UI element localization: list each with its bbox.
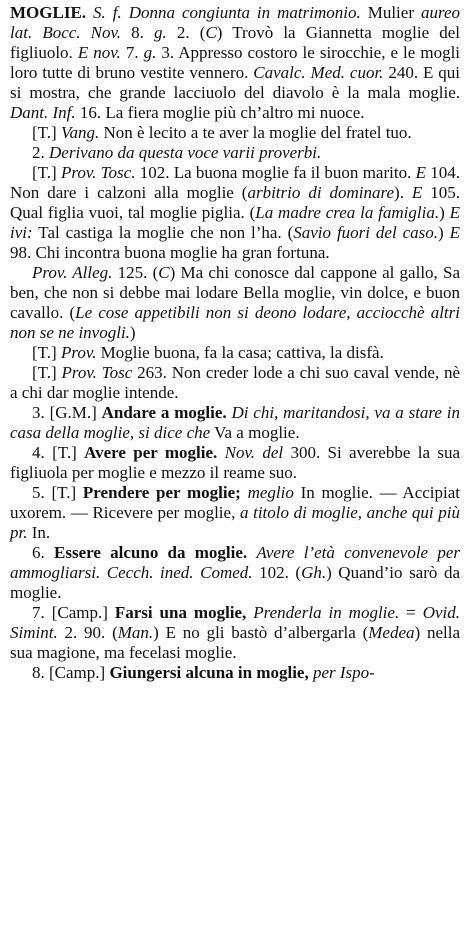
text-run: 6. <box>32 543 54 562</box>
text-run: ) E no gli bastò d’albergarla ( <box>153 623 369 642</box>
text-run: 2. ( <box>166 23 206 42</box>
text-run: per Ispo- <box>312 663 375 682</box>
text-run: [T.] <box>32 163 61 182</box>
entry-gospel-citation <box>10 123 460 143</box>
text-run: Avere l’età convenevole per ammogliarsi. Cecch. ined. Comed. <box>10 543 461 582</box>
text-run: ) <box>438 223 450 242</box>
text-run: Non è lecito a te aver la moglie del fratel tuo. <box>99 123 412 142</box>
text-run: Prov. <box>60 343 97 362</box>
text-run: Di chi, maritandosi, va a stare in casa della moglie, si dice che <box>10 403 461 442</box>
text-run: Andare a moglie. <box>101 403 227 422</box>
text-run: 2. <box>32 143 49 162</box>
text-run: Gh. <box>301 563 327 582</box>
proverbs-tuscan <box>10 163 460 263</box>
text-run: 102. La buona moglie fa il buon marito. <box>135 163 416 182</box>
text-run: g. <box>143 43 157 62</box>
text-run: Tal castiga la moglie che non l’ha. ( <box>32 223 294 242</box>
sense-5-prendere-per-moglie <box>10 483 460 543</box>
text-run: Man. <box>117 623 154 642</box>
text-run <box>86 3 93 22</box>
text-run: E <box>411 183 423 202</box>
text-run: 102. ( <box>252 563 302 582</box>
text-run: ) nella sua magione, ma fecelasi moglie. <box>10 623 460 662</box>
entry-definition <box>10 3 460 123</box>
text-run: Essere alcuno da moglie. <box>54 543 248 562</box>
text-run: Mulier <box>360 3 421 22</box>
text-run: Prov. Alleg. <box>32 263 113 282</box>
text-run: [T.] <box>32 343 61 362</box>
text-run: Moglie buona, fa la casa; cattiva, la disfà. <box>96 343 384 362</box>
text-run: 4. [T.] <box>32 443 85 462</box>
text-run: In. <box>27 523 51 542</box>
text-run: 5. [T.] <box>32 483 83 502</box>
text-run: [T.] <box>32 363 62 382</box>
text-run: Prov. Tosc. <box>60 163 136 182</box>
text-run: S. f. Donna congiunta in matrimonio. <box>93 3 361 22</box>
text-run: ) Ma chi conosce dal cappone al gallo, Sa ben, che non si debbe mai lodare Bella moglie, vin dolce, e buon cavallo. ( <box>10 263 460 322</box>
text-run: 16. La fiera moglie più ch’altro mi nuoce. <box>75 103 365 122</box>
text-run: a titolo di moglie, anche qui più pr. <box>10 503 460 542</box>
text-run: 125. ( <box>112 263 159 282</box>
text-run: ) <box>129 323 136 342</box>
text-run: 2. 90. ( <box>57 623 118 642</box>
text-run: E nov. <box>77 43 121 62</box>
sense-8-giungersi-in-moglie <box>10 663 460 683</box>
text-run: ). <box>394 183 412 202</box>
text-run: Vang. <box>60 123 100 142</box>
text-run: 7. <box>120 43 144 62</box>
text-run: 7. [Camp.] <box>32 603 115 622</box>
text-run: C <box>158 263 170 282</box>
sense-4-avere-per-moglie <box>10 443 460 483</box>
text-run: Ovid. Simint. <box>10 603 460 642</box>
text-run: Farsi una moglie, <box>114 603 247 622</box>
text-run: 98. Chi incontra buona moglie ha gran fortuna. <box>10 243 330 262</box>
text-run: Medea <box>368 623 415 642</box>
sense-2-heading <box>10 143 460 163</box>
text-run: 105. Qual figlia vuoi, tal moglie piglia. ( <box>10 183 460 222</box>
text-run: Dant. Inf. <box>10 103 76 122</box>
text-run: 263. Non creder lode a chi suo caval vende, nè a chi dar moglie intende. <box>10 363 460 402</box>
text-run: Le cose appetibili non si deono lodare, acciocchè altri non se ne invogli. <box>10 303 460 342</box>
text-run: Giungersi alcuna in moglie, <box>109 663 309 682</box>
text-run: Va a moglie. <box>210 423 300 442</box>
text-run: arbitrio di dominare <box>247 183 395 202</box>
text-run: Cavalc. Med. cuor. <box>253 63 384 82</box>
text-run: 8. [Camp.] <box>32 663 110 682</box>
sense-6-essere-da-moglie <box>10 543 460 603</box>
text-run: 3. Appresso costoro le sirocchie, e le mogli loro tutte di bruno vestite vennero. <box>10 43 461 82</box>
sense-3-andare-a-moglie <box>10 403 460 443</box>
proverbs-allegati <box>10 263 460 343</box>
text-run: E <box>449 223 460 242</box>
text-run: [T.] <box>32 123 61 142</box>
text-run: ) <box>439 203 450 222</box>
text-run: 300. Si averebbe la sua figliuola per moglie e mezzo il reame suo. <box>10 443 460 482</box>
text-run: Prenderla in moglie. <box>253 603 400 622</box>
text-run: Prov. Tosc <box>61 363 133 382</box>
text-run: E <box>415 163 426 182</box>
text-run: Avere per moglie. <box>84 443 218 462</box>
proverb-caval-vende <box>10 363 460 403</box>
text-run: 104. Non dare i calzoni alla moglie ( <box>10 163 461 202</box>
text-run <box>241 483 248 502</box>
text-run: Nov. del <box>224 443 284 462</box>
text-run: C <box>205 23 217 42</box>
text-run: aureo lat. Bocc. Nov. <box>10 3 460 42</box>
text-run: Derivano da questa voce varii proverbi. <box>49 143 322 162</box>
text-run: meglio <box>247 483 294 502</box>
text-run: ) Quand’io sarò da moglie. <box>10 563 460 602</box>
text-run <box>217 443 224 462</box>
text-run: In moglie. — Accipiat uxorem. — Ricevere per moglie, <box>10 483 461 522</box>
sense-7-farsi-una-moglie <box>10 603 460 663</box>
text-run: ) Trovò la Giannetta moglie del figliuolo. <box>10 23 461 62</box>
text-run: La madre crea la famiglia. <box>255 203 440 222</box>
text-run: g. <box>154 23 167 42</box>
text-run: MOGLIE. <box>10 3 87 22</box>
text-run: Prendere per moglie; <box>82 483 241 502</box>
text-run: E ivi: <box>10 203 460 242</box>
text-run: 240. E qui si mostra, che grande lacciuolo del diavolo è la mala moglie. <box>10 63 460 102</box>
text-run: 3. [G.M.] <box>32 403 102 422</box>
text-run: Savio fuori del caso. <box>293 223 439 242</box>
proverb-moglie-buona <box>10 343 460 363</box>
text-run: 8. <box>121 23 155 42</box>
text-run: = <box>399 603 423 622</box>
